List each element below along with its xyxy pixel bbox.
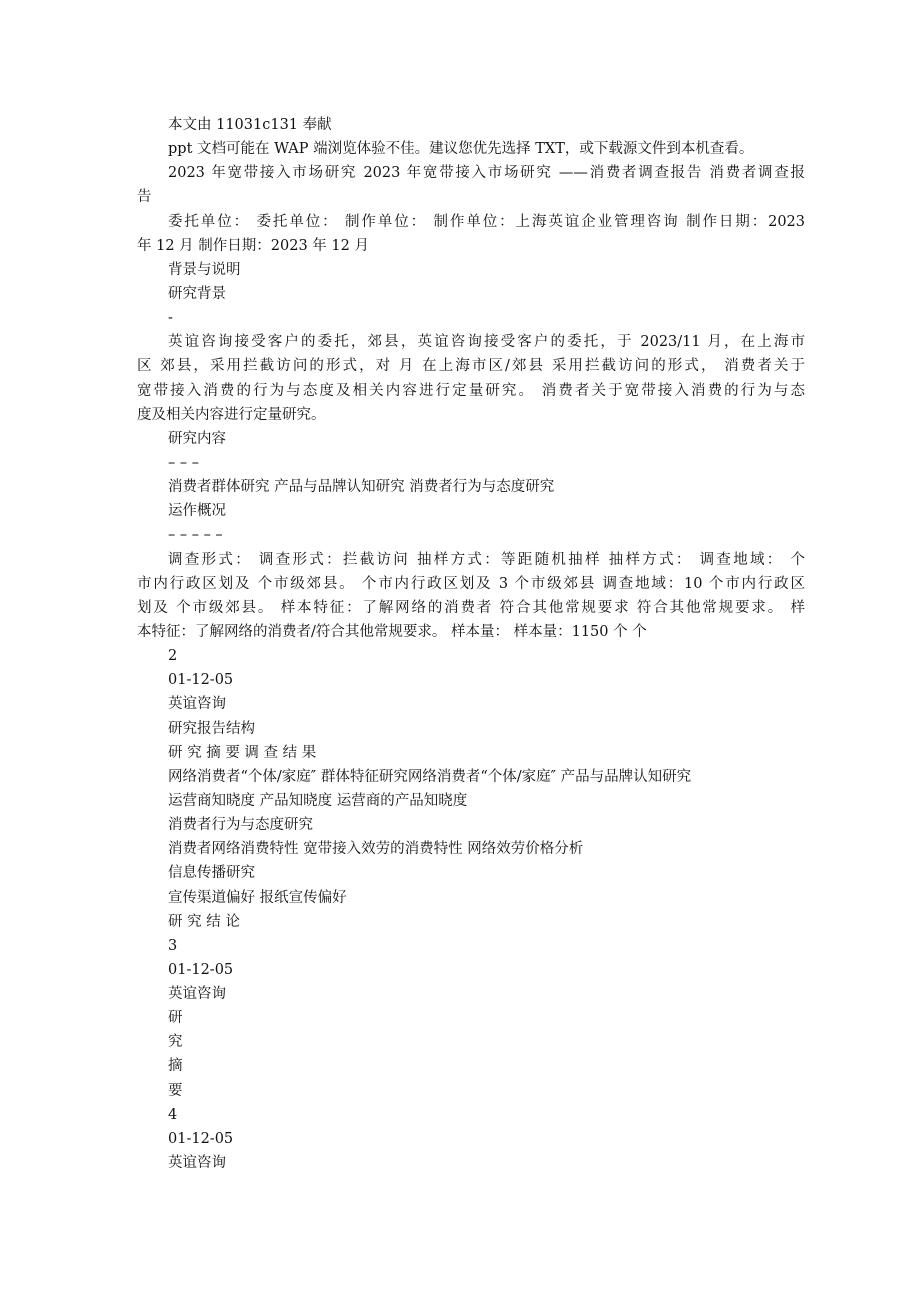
text-line: -	[168, 310, 173, 327]
paragraph	[137, 644, 805, 668]
paragraph	[137, 330, 805, 427]
paragraph	[137, 282, 805, 306]
text-line: 研究内容	[168, 430, 226, 447]
text-line: 年 12 月 制作日期：2023 年 12 月	[137, 237, 369, 254]
text-line: 消费者网络消费特性 宽带接入效劳的消费特性 网络效劳价格分析	[168, 841, 584, 858]
paragraph	[137, 427, 805, 451]
paragraph	[137, 958, 805, 982]
text-line: 运营商知晓度 产品知晓度 运营商的产品知晓度	[168, 792, 468, 809]
text-line: 宣传渠道偏好 报纸宣传偏好	[168, 889, 347, 906]
paragraph	[137, 113, 805, 137]
text-line: 度及相关内容进行定量研究。	[137, 406, 326, 423]
text-line: ppt 文档可能在 WAP 端浏览体验不佳。建议您优先选择 TXT，或下载源文件到本机查看。	[168, 141, 754, 158]
paragraph	[137, 1103, 805, 1127]
paragraph	[137, 765, 805, 789]
text-line: 告	[137, 189, 152, 206]
paragraph	[137, 1006, 805, 1030]
text-line: 宽带接入消费的行为与态度及相关内容进行定量研究。 消费者关于宽带接入消费的行为与态	[137, 382, 805, 399]
paragraph	[137, 1054, 805, 1078]
paragraph	[137, 451, 805, 475]
text-line: 要	[168, 1082, 183, 1099]
paragraph	[137, 741, 805, 765]
text-line: 研 究 摘 要 调 查 结 果	[168, 744, 317, 761]
text-line: 信息传播研究	[168, 865, 255, 882]
paragraph	[137, 548, 805, 645]
text-line: 运作概况	[168, 503, 226, 520]
text-line: 消费者行为与态度研究	[168, 817, 313, 834]
text-line: 4	[168, 1106, 178, 1123]
text-line: – – –	[168, 454, 199, 471]
text-line: 研究报告结构	[168, 720, 255, 737]
text-line: – – – – –	[168, 527, 223, 544]
text-line: 01-12-05	[168, 1130, 234, 1147]
paragraph	[137, 306, 805, 330]
paragraph	[137, 717, 805, 741]
text-line: 英谊咨询接受客户的委托，郊县，英谊咨询接受客户的委托，于 2023/11 月，在上海市	[168, 334, 805, 351]
paragraph	[137, 910, 805, 934]
paragraph	[137, 499, 805, 523]
paragraph	[137, 1151, 805, 1175]
text-line: 英谊咨询	[168, 986, 226, 1003]
text-line: 市内行政区划及 个市级郊县。 个市内行政区划及 3 个市级郊县 调查地域：10 个市内行政区	[137, 575, 805, 592]
paragraph	[137, 523, 805, 547]
paragraph	[137, 161, 805, 209]
text-line: 本特征：了解网络的消费者/符合其他常规要求。 样本量： 样本量：1150 个 个	[137, 623, 647, 640]
document-body	[137, 113, 805, 1175]
paragraph	[137, 886, 805, 910]
text-line: 01-12-05	[168, 672, 234, 689]
paragraph	[137, 210, 805, 258]
paragraph	[137, 934, 805, 958]
text-line: 究	[168, 1034, 183, 1051]
text-line: 本文由 11031c131 奉献	[168, 117, 332, 133]
text-line: 调查形式： 调查形式：拦截访问 抽样方式：等距随机抽样 抽样方式： 调查地域： 个	[168, 551, 805, 568]
text-line: 英谊咨询	[168, 696, 226, 713]
paragraph	[137, 692, 805, 716]
paragraph	[137, 1030, 805, 1054]
paragraph	[137, 668, 805, 692]
text-line: 区 郊县，采用拦截访问的形式，对 月 在上海市区/郊县 采用拦截访问的形式， 消费者关于	[137, 358, 805, 375]
text-line: 研 究 结 论	[168, 913, 240, 930]
paragraph	[137, 982, 805, 1006]
text-line: 摘	[168, 1058, 183, 1075]
text-line: 委托单位： 委托单位： 制作单位： 制作单位：上海英谊企业管理咨询 制作日期：2023	[168, 213, 805, 230]
text-line: 英谊咨询	[168, 1155, 226, 1172]
text-line: 消费者群体研究 产品与品牌认知研究 消费者行为与态度研究	[168, 479, 555, 496]
text-line: 背景与说明	[168, 261, 241, 278]
text-line: 划及 个市级郊县。 样本特征：了解网络的消费者 符合其他常规要求 符合其他常规要求。 样	[137, 599, 805, 616]
text-line: 研究背景	[168, 285, 226, 302]
paragraph	[137, 789, 805, 813]
text-line: 3	[168, 937, 178, 954]
paragraph	[137, 861, 805, 885]
paragraph	[137, 137, 805, 161]
paragraph	[137, 258, 805, 282]
text-line: 2	[168, 648, 178, 665]
text-line: 研	[168, 1010, 183, 1027]
text-line: 01-12-05	[168, 961, 234, 978]
paragraph	[137, 1079, 805, 1103]
paragraph	[137, 475, 805, 499]
paragraph	[137, 813, 805, 837]
text-line: 网络消费者“个体/家庭″ 群体特征研究网络消费者“个体/家庭″ 产品与品牌认知研究	[168, 768, 692, 785]
paragraph	[137, 837, 805, 861]
text-line: 2023 年宽带接入市场研究 2023 年宽带接入市场研究 ——消费者调查报告 消费者调查报	[168, 165, 805, 182]
paragraph	[137, 1127, 805, 1151]
